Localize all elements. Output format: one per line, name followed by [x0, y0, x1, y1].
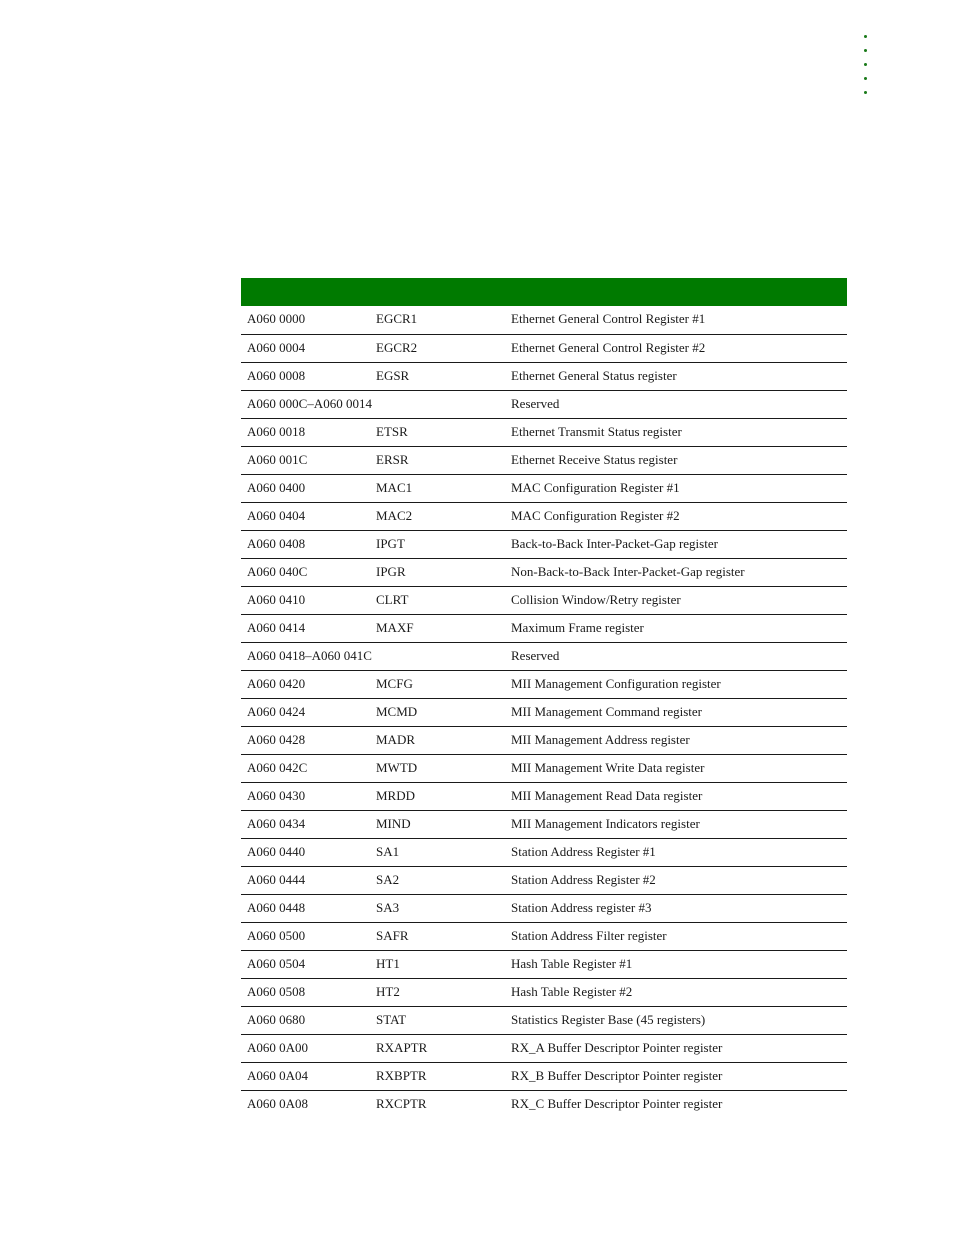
description-cell: MAC Configuration Register #1	[511, 479, 680, 495]
register-cell: EGCR1	[376, 311, 418, 326]
dot-icon	[864, 35, 867, 38]
table-row	[241, 670, 847, 698]
register-cell: CLRT	[376, 591, 409, 607]
table-row	[241, 754, 847, 782]
description-cell: Station Address Filter register	[511, 927, 667, 943]
address-cell: A060 000C–A060 0014	[247, 395, 372, 411]
register-cell: RXAPTR	[376, 1039, 428, 1055]
header-cell-register	[376, 278, 511, 306]
description-cell: Collision Window/Retry register	[511, 591, 681, 607]
description-cell: Non-Back-to-Back Inter-Packet-Gap register	[511, 563, 745, 579]
dot-icon	[864, 49, 867, 52]
description-cell: MAC Configuration Register #2	[511, 507, 680, 523]
table-row	[241, 950, 847, 978]
table-row	[241, 782, 847, 810]
description-cell: Reserved	[511, 647, 560, 663]
address-cell: A060 040C	[247, 563, 308, 579]
register-cell: MWTD	[376, 759, 418, 775]
address-cell: A060 0420	[247, 675, 306, 691]
register-cell: MRDD	[376, 787, 416, 803]
register-cell: HT1	[376, 955, 400, 971]
description-cell: MII Management Read Data register	[511, 787, 703, 803]
table-row	[241, 922, 847, 950]
dot-icon	[864, 91, 867, 94]
register-cell: STAT	[376, 1011, 407, 1027]
register-cell: RXBPTR	[376, 1067, 427, 1083]
address-cell: A060 0400	[247, 479, 306, 495]
table-row	[241, 390, 847, 418]
description-cell: RX_B Buffer Descriptor Pointer register	[511, 1067, 723, 1083]
address-cell: A060 0004	[247, 339, 306, 355]
table-row	[241, 1090, 847, 1118]
table-row	[241, 978, 847, 1006]
register-cell: IPGT	[376, 535, 405, 551]
register-cell: HT2	[376, 983, 400, 999]
dot-icon	[864, 77, 867, 80]
address-cell: A060 0410	[247, 591, 306, 607]
address-cell: A060 0404	[247, 507, 306, 523]
table-row	[241, 418, 847, 446]
table-body	[241, 306, 847, 1118]
description-cell: Ethernet General Control Register #2	[511, 339, 706, 355]
description-cell: MII Management Indicators register	[511, 815, 700, 831]
table-row	[241, 306, 847, 334]
register-cell: EGCR2	[376, 339, 418, 355]
description-cell: Ethernet Transmit Status register	[511, 423, 682, 439]
register-cell: SAFR	[376, 927, 409, 943]
table-row	[241, 474, 847, 502]
register-cell: MAXF	[376, 619, 414, 635]
address-cell: A060 042C	[247, 759, 308, 775]
description-cell: Ethernet Receive Status register	[511, 451, 678, 467]
table-row	[241, 726, 847, 754]
description-cell: Back-to-Back Inter-Packet-Gap register	[511, 535, 718, 551]
address-cell: A060 0508	[247, 983, 306, 999]
address-cell: A060 0428	[247, 731, 306, 747]
description-cell: Station Address Register #1	[511, 843, 656, 859]
table-row	[241, 810, 847, 838]
description-cell: MII Management Address register	[511, 731, 690, 747]
address-cell: A060 0A04	[247, 1067, 309, 1083]
table-row	[241, 838, 847, 866]
register-cell: ERSR	[376, 451, 409, 467]
register-cell: RXCPTR	[376, 1095, 427, 1111]
address-cell: A060 001C	[247, 451, 308, 467]
address-cell: A060 0A00	[247, 1039, 309, 1055]
description-cell: RX_C Buffer Descriptor Pointer register	[511, 1095, 723, 1111]
description-cell: Statistics Register Base (45 registers)	[511, 1011, 706, 1027]
register-cell: MCMD	[376, 703, 418, 719]
table-row	[241, 614, 847, 642]
register-map-table	[241, 278, 847, 1118]
margin-dot-marker	[864, 35, 870, 105]
register-cell: MIND	[376, 815, 411, 831]
register-cell: SA3	[376, 899, 400, 915]
table-row	[241, 586, 847, 614]
address-cell: A060 0008	[247, 367, 306, 383]
table-row	[241, 530, 847, 558]
address-cell: A060 0434	[247, 815, 306, 831]
table-row	[241, 894, 847, 922]
register-cell: MAC1	[376, 479, 413, 495]
description-cell: Station Address Register #2	[511, 871, 656, 887]
address-cell: A060 0424	[247, 703, 306, 719]
address-cell: A060 0444	[247, 871, 306, 887]
address-cell: A060 0500	[247, 927, 306, 943]
register-cell: MCFG	[376, 675, 413, 691]
table-row	[241, 1062, 847, 1090]
description-cell: Maximum Frame register	[511, 619, 644, 635]
dot-icon	[864, 63, 867, 66]
address-cell: A060 0018	[247, 423, 306, 439]
address-cell: A060 0418–A060 041C	[247, 647, 372, 663]
register-cell: SA2	[376, 871, 400, 887]
address-cell: A060 0448	[247, 899, 306, 915]
description-cell: MII Management Configuration register	[511, 675, 721, 691]
description-cell: MII Management Command register	[511, 703, 702, 719]
header-cell-address	[241, 278, 376, 306]
address-cell: A060 0440	[247, 843, 306, 859]
register-cell: ETSR	[376, 423, 408, 439]
description-cell: RX_A Buffer Descriptor Pointer register	[511, 1039, 723, 1055]
table-row	[241, 502, 847, 530]
table-row	[241, 362, 847, 390]
address-cell: A060 0504	[247, 955, 306, 971]
description-cell: Ethernet General Control Register #1	[511, 311, 706, 326]
table-row	[241, 866, 847, 894]
description-cell: MII Management Write Data register	[511, 759, 705, 775]
description-cell: Hash Table Register #1	[511, 955, 633, 971]
address-cell: A060 0414	[247, 619, 306, 635]
register-cell: MADR	[376, 731, 416, 747]
address-cell: A060 0680	[247, 1011, 306, 1027]
register-cell: EGSR	[376, 367, 410, 383]
table-header-row	[241, 278, 847, 306]
address-cell: A060 0000	[247, 311, 306, 326]
description-cell: Station Address register #3	[511, 899, 652, 915]
table-row	[241, 1006, 847, 1034]
description-cell: Ethernet General Status register	[511, 367, 677, 383]
table-row	[241, 558, 847, 586]
table-row	[241, 1034, 847, 1062]
table-row	[241, 642, 847, 670]
header-cell-description	[511, 278, 847, 306]
register-cell: SA1	[376, 843, 400, 859]
register-cell: MAC2	[376, 507, 413, 523]
table-row	[241, 446, 847, 474]
address-cell: A060 0A08	[247, 1095, 309, 1111]
description-cell: Reserved	[511, 395, 560, 411]
table-row	[241, 334, 847, 362]
table-row	[241, 698, 847, 726]
description-cell: Hash Table Register #2	[511, 983, 633, 999]
address-cell: A060 0408	[247, 535, 306, 551]
address-cell: A060 0430	[247, 787, 306, 803]
register-cell: IPGR	[376, 563, 406, 579]
